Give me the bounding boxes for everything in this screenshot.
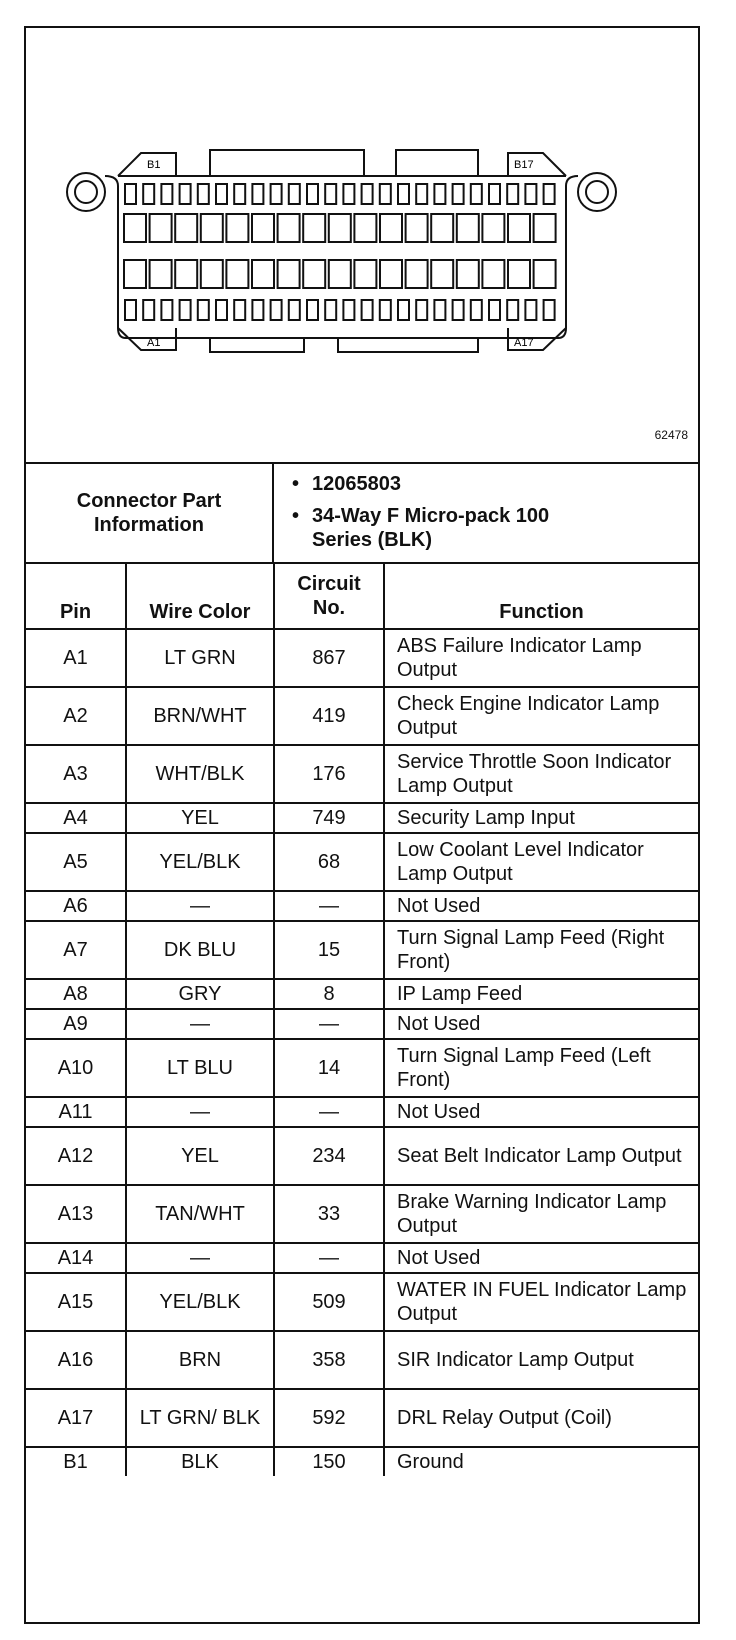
cell-wire-color: YEL/BLK	[126, 1273, 274, 1331]
cell-pin: A5	[26, 833, 126, 891]
cell-function: Check Engine Indicator Lamp Output	[384, 687, 698, 745]
table-row	[26, 687, 698, 745]
cell-function: DRL Relay Output (Coil)	[384, 1389, 698, 1447]
cell-pin: A2	[26, 687, 126, 745]
cell-circuit: 749	[274, 803, 384, 833]
cavity-top-pin	[234, 184, 245, 204]
cavity-top-pin	[198, 184, 209, 204]
table-row	[26, 891, 698, 921]
cavity-top-pin	[507, 184, 518, 204]
cavity-row-a	[431, 260, 453, 288]
cell-wire-color: BRN/WHT	[126, 687, 274, 745]
cavity-top-pin	[161, 184, 172, 204]
cavity-bottom-pin	[198, 300, 209, 320]
cavity-row-a	[303, 260, 325, 288]
connector-face-drawing	[26, 28, 698, 462]
cavity-top-pin	[380, 184, 391, 204]
cavity-row-a	[278, 260, 300, 288]
cavity-top-pin	[398, 184, 409, 204]
key-bottom-left	[210, 338, 304, 352]
part-number: • 12065803	[288, 472, 612, 496]
cell-pin: A11	[26, 1097, 126, 1127]
cell-circuit: 867	[274, 629, 384, 687]
cavity-row-b	[303, 214, 325, 242]
cavity-bottom-pin	[380, 300, 391, 320]
cell-circuit: 358	[274, 1331, 384, 1389]
cavity-bottom-pin	[325, 300, 336, 320]
cavity-top-pin	[471, 184, 482, 204]
cavity-bottom-pin	[143, 300, 154, 320]
label-b17: B17	[514, 159, 534, 171]
cavity-bottom-pin	[234, 300, 245, 320]
cavity-row-b	[150, 214, 172, 242]
cell-circuit: 14	[274, 1039, 384, 1097]
cell-pin: A9	[26, 1009, 126, 1039]
table-row	[26, 1243, 698, 1273]
table-row	[26, 1127, 698, 1185]
header-circuit: Circuit No.	[274, 564, 384, 629]
cell-circuit: 33	[274, 1185, 384, 1243]
cell-wire-color: BLK	[126, 1447, 274, 1476]
table-row	[26, 1097, 698, 1127]
cavity-top-pin	[362, 184, 373, 204]
table-row	[26, 803, 698, 833]
cavity-top-pin	[489, 184, 500, 204]
cavity-row-b	[482, 214, 504, 242]
cell-wire-color: DK BLU	[126, 921, 274, 979]
cell-pin: A3	[26, 745, 126, 803]
key-top-right	[396, 150, 478, 176]
table-row	[26, 1009, 698, 1039]
cavity-row-b	[431, 214, 453, 242]
cell-function: Seat Belt Indicator Lamp Output	[384, 1127, 698, 1185]
key-bottom-right	[338, 338, 478, 352]
cavity-row-b	[175, 214, 197, 242]
table-header-row	[26, 564, 698, 629]
cell-pin: A1	[26, 629, 126, 687]
connector-part-info	[26, 464, 698, 564]
cavity-top-pin	[143, 184, 154, 204]
cell-circuit: 8	[274, 979, 384, 1009]
cavity-row-b	[124, 214, 146, 242]
cavity-bottom-pin	[525, 300, 536, 320]
cavity-row-a	[354, 260, 376, 288]
cavity-row-a	[482, 260, 504, 288]
cell-pin: A7	[26, 921, 126, 979]
cavity-row-b	[457, 214, 479, 242]
cell-wire-color: —	[126, 1009, 274, 1039]
cell-pin: A4	[26, 803, 126, 833]
cell-function: WATER IN FUEL Indicator Lamp Output	[384, 1273, 698, 1331]
cell-circuit: 419	[274, 687, 384, 745]
cell-wire-color: —	[126, 1097, 274, 1127]
cavity-bottom-pin	[125, 300, 136, 320]
cavity-row-b	[354, 214, 376, 242]
cell-function: Brake Warning Indicator Lamp Output	[384, 1185, 698, 1243]
cell-function: Not Used	[384, 891, 698, 921]
cavity-bottom-pin	[398, 300, 409, 320]
cavity-top-pin	[216, 184, 227, 204]
cell-pin: A14	[26, 1243, 126, 1273]
cell-function: Ground	[384, 1447, 698, 1476]
cavity-row-a	[406, 260, 428, 288]
key-top-left	[210, 150, 364, 176]
cavity-row-b	[252, 214, 274, 242]
cavity-row-b	[226, 214, 248, 242]
cell-function: Turn Signal Lamp Feed (Left Front)	[384, 1039, 698, 1097]
cell-wire-color: YEL/BLK	[126, 833, 274, 891]
cavity-top-pin	[180, 184, 191, 204]
cell-wire-color: WHT/BLK	[126, 745, 274, 803]
cavity-top-pin	[343, 184, 354, 204]
cell-pin: A16	[26, 1331, 126, 1389]
table-row	[26, 921, 698, 979]
cell-circuit: —	[274, 891, 384, 921]
cell-pin: A12	[26, 1127, 126, 1185]
cavity-bottom-pin	[216, 300, 227, 320]
figure-number: 62478	[654, 428, 688, 442]
connector-info-list	[288, 472, 612, 560]
cavity-bottom-pin	[434, 300, 445, 320]
cavity-row-a	[124, 260, 146, 288]
cell-circuit: 15	[274, 921, 384, 979]
cavity-top-pin	[307, 184, 318, 204]
cavity-row-b	[278, 214, 300, 242]
connector-document	[24, 26, 700, 1624]
cavity-top-pin	[252, 184, 263, 204]
cell-circuit: —	[274, 1243, 384, 1273]
cell-function: Not Used	[384, 1097, 698, 1127]
cavity-row-a	[457, 260, 479, 288]
table-row	[26, 629, 698, 687]
cavity-bottom-pin	[471, 300, 482, 320]
cell-pin: A8	[26, 979, 126, 1009]
cell-function: SIR Indicator Lamp Output	[384, 1331, 698, 1389]
cell-wire-color: —	[126, 1243, 274, 1273]
cavity-top-pin	[525, 184, 536, 204]
cavity-top-pin	[325, 184, 336, 204]
cavity-row-b	[380, 214, 402, 242]
label-a17: A17	[514, 337, 534, 349]
mount-ear-left	[67, 173, 105, 211]
cell-wire-color: —	[126, 891, 274, 921]
label-a1: A1	[147, 337, 161, 349]
cavity-bottom-pin	[252, 300, 263, 320]
cell-circuit: —	[274, 1097, 384, 1127]
cell-pin: A13	[26, 1185, 126, 1243]
cavity-bottom-pin	[416, 300, 427, 320]
cell-wire-color: GRY	[126, 979, 274, 1009]
cavity-row-a	[380, 260, 402, 288]
cavity-bottom-pin	[343, 300, 354, 320]
mount-hole-right	[586, 181, 608, 203]
cell-wire-color: YEL	[126, 1127, 274, 1185]
table-row	[26, 1331, 698, 1389]
header-function: Function	[384, 564, 698, 629]
cavity-bottom-pin	[362, 300, 373, 320]
table-row	[26, 1039, 698, 1097]
cavity-bottom-pin	[307, 300, 318, 320]
header-pin: Pin	[26, 564, 126, 629]
cavity-top-pin	[544, 184, 555, 204]
cell-circuit: 592	[274, 1389, 384, 1447]
cavity-row-a	[252, 260, 274, 288]
cell-wire-color: LT GRN	[126, 629, 274, 687]
cell-function: Low Coolant Level Indicator Lamp Output	[384, 833, 698, 891]
table-row	[26, 1389, 698, 1447]
cavity-bottom-pin	[271, 300, 282, 320]
cell-function: Turn Signal Lamp Feed (Right Front)	[384, 921, 698, 979]
cavity-top-pin	[125, 184, 136, 204]
cavity-top-pin	[416, 184, 427, 204]
cavity-top-pin	[453, 184, 464, 204]
cavity-row-a	[201, 260, 223, 288]
cell-circuit: 234	[274, 1127, 384, 1185]
cell-wire-color: TAN/WHT	[126, 1185, 274, 1243]
cavity-row-a	[175, 260, 197, 288]
cavity-top-pin	[434, 184, 445, 204]
cavity-bottom-pin	[289, 300, 300, 320]
cavity-row-a	[150, 260, 172, 288]
cavity-bottom-pin	[489, 300, 500, 320]
header-wire-color: Wire Color	[126, 564, 274, 629]
cavity-row-a	[226, 260, 248, 288]
cavity-row-b	[329, 214, 351, 242]
cavity-row-b	[508, 214, 530, 242]
table-row	[26, 1447, 698, 1476]
cell-function: Security Lamp Input	[384, 803, 698, 833]
cell-pin: A6	[26, 891, 126, 921]
cavity-bottom-pin	[544, 300, 555, 320]
cavity-bottom-pin	[453, 300, 464, 320]
table-row	[26, 1185, 698, 1243]
connector-info-label: Connector Part Information	[26, 464, 274, 562]
cell-pin: B1	[26, 1447, 126, 1476]
cavity-row-b	[534, 214, 556, 242]
pinout-table	[26, 564, 698, 1476]
cell-function: Service Throttle Soon Indicator Lamp Output	[384, 745, 698, 803]
cell-wire-color: LT GRN/ BLK	[126, 1389, 274, 1447]
cell-circuit: 68	[274, 833, 384, 891]
cell-function: Not Used	[384, 1009, 698, 1039]
cavity-bottom-pin	[180, 300, 191, 320]
table-row	[26, 1273, 698, 1331]
cavity-bottom-pin	[507, 300, 518, 320]
cavity-row-a	[534, 260, 556, 288]
cell-pin: A10	[26, 1039, 126, 1097]
cavity-top-pin	[271, 184, 282, 204]
table-row	[26, 979, 698, 1009]
cell-function: ABS Failure Indicator Lamp Output	[384, 629, 698, 687]
table-row	[26, 745, 698, 803]
label-b1: B1	[147, 159, 161, 171]
cavity-bottom-pin	[161, 300, 172, 320]
cavity-row-a	[329, 260, 351, 288]
cell-wire-color: LT BLU	[126, 1039, 274, 1097]
mount-ear-right	[578, 173, 616, 211]
cavity-top-pin	[289, 184, 300, 204]
cell-circuit: 176	[274, 745, 384, 803]
cell-pin: A17	[26, 1389, 126, 1447]
cell-wire-color: YEL	[126, 803, 274, 833]
cell-function: Not Used	[384, 1243, 698, 1273]
cell-function: IP Lamp Feed	[384, 979, 698, 1009]
mount-hole-left	[75, 181, 97, 203]
cavity-row-a	[508, 260, 530, 288]
cavity-row-b	[406, 214, 428, 242]
cell-wire-color: BRN	[126, 1331, 274, 1389]
cavity-row-b	[201, 214, 223, 242]
cell-circuit: 509	[274, 1273, 384, 1331]
cell-circuit: 150	[274, 1447, 384, 1476]
connector-type: • 34-Way F Micro-pack 100 Series (BLK)	[288, 504, 612, 552]
table-row	[26, 833, 698, 891]
connector-diagram	[26, 28, 698, 464]
cell-circuit: —	[274, 1009, 384, 1039]
cell-pin: A15	[26, 1273, 126, 1331]
